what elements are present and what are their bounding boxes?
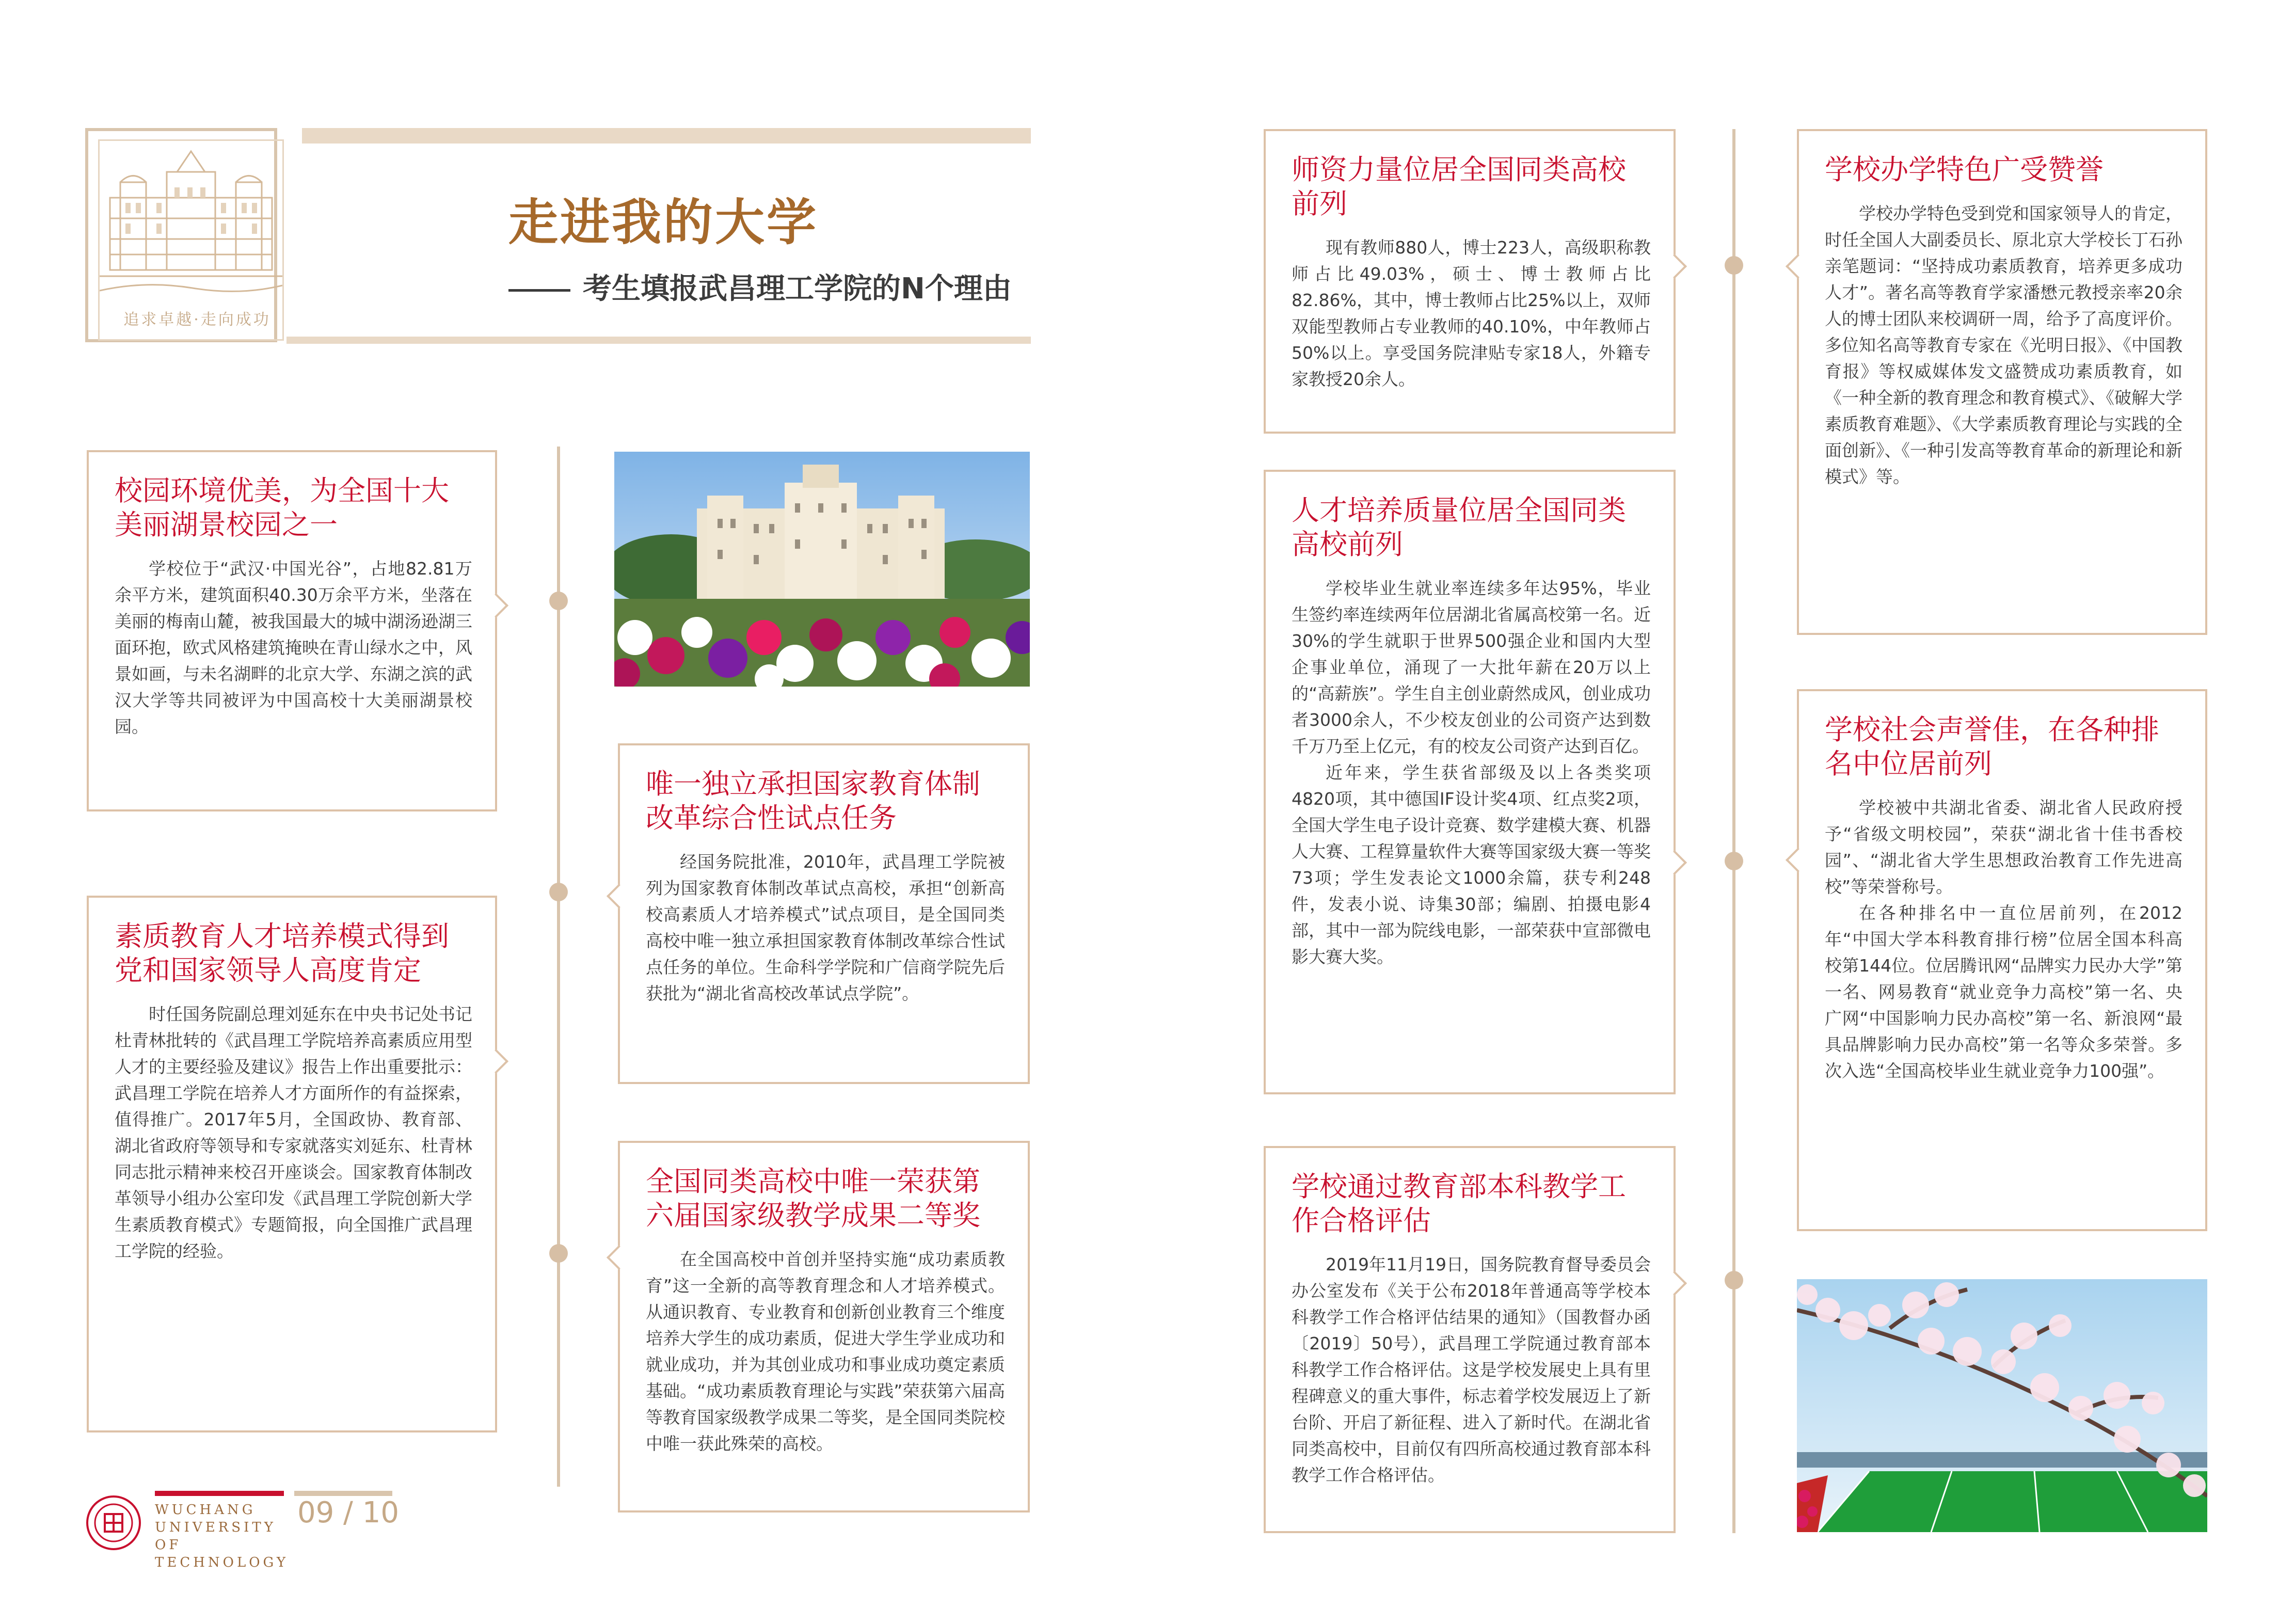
card-title: 学校办学特色广受赞誉	[1825, 153, 2104, 186]
card-title: 全国同类高校中唯一荣获第六届国家级教学成果二等奖	[646, 1165, 980, 1232]
card-title: 师资力量位居全国同类高校前列	[1292, 153, 1626, 220]
campus-building-photo	[614, 452, 1030, 687]
card-tail	[1662, 850, 1687, 875]
card-paragraph: 学校位于“武汉·中国光谷”，占地82.81万余平方米，建筑面积40.30万余平方米，坐落在美丽的梅南山麓，被我国最大的城中湖汤逊湖三面环抱，欧式风格建筑掩映在青山绿水之中，风景如画，与未名湖畔的北京大学、东湖之滨的武汉大学等共同被评为中国高校十大美丽湖景校园。	[115, 559, 472, 737]
card-title: 人才培养质量位居全国同类高校前列	[1292, 494, 1626, 561]
card-tail	[607, 1245, 631, 1270]
card-tail	[1662, 1271, 1687, 1296]
card-reform	[618, 743, 1030, 1084]
card-title: 学校社会声誉佳，在各种排名中位居前列	[1825, 713, 2159, 780]
card-tail	[1786, 848, 1810, 872]
card-faculty	[1264, 129, 1676, 434]
footer-bar	[155, 1491, 392, 1496]
cherry-blossom-field-photo	[1797, 1279, 2207, 1532]
subtitle-dash	[508, 289, 570, 292]
timeline-dot	[1725, 256, 1743, 275]
card-tail	[484, 1049, 508, 1074]
card-tail	[1786, 254, 1810, 279]
card-paragraph: 现有教师880人，博士223人，高级职称教师占比49.03%，硕士、博士教师占比82.86%，其中，博士教师占比25%以上，双师双能型教师占专业教师的40.10%，中年教师占50%以上。享受国务院津贴专家18人，外籍专家教授20余人。	[1292, 237, 1651, 389]
timeline-dot	[1725, 1271, 1743, 1289]
page-title: 走进我的大学	[508, 193, 818, 251]
card-paragraph: 经国务院批准，2010年，武昌理工学院被列为国家教育体制改革试点高校，承担“创新高校高素质人才培养模式”试点项目，是全国同类高校中唯一独立承担国家教育体制改革综合性试点任务的单位。生命科学学院和广信商学院先后获批为“湖北省高校改革试点学院”。	[646, 852, 1005, 1004]
page-subtitle-text: 考生填报武昌理工学院的N个理由	[583, 272, 1012, 306]
card-evaluation	[1264, 1146, 1676, 1533]
card-quality	[1264, 470, 1676, 1094]
timeline-dot	[549, 883, 568, 901]
card-talent-model	[87, 896, 497, 1432]
timeline-dot	[549, 1244, 568, 1263]
card-paragraph: 近年来，学生获省部级及以上各类奖项4820项，其中德国IF设计奖4项、红点奖2项，全国大学生电子设计竞赛、数学建模大赛、机器人大赛、工程算量软件大赛等国家级大赛一等奖73项；学生发表论文1000余篇，获专利248件，发表小说、诗集30部；编剧、拍摄电影4部，其中一部为院线电影，一部荣获中宣部微电影大赛大奖。	[1292, 762, 1651, 967]
card-paragraph: 学校被中共湖北省委、湖北省人民政府授予“省级文明校园”，荣获“湖北省十佳书香校园”、“湖北省大学生思想政治教育工作先进高校”等荣誉称号。	[1825, 798, 2183, 897]
card-reputation	[1797, 689, 2207, 1231]
card-title: 唯一独立承担国家教育体制改革综合性试点任务	[646, 768, 980, 834]
card-title: 校园环境优美，为全国十大美丽湖景校园之一	[115, 474, 449, 541]
timeline-line-mid	[1732, 129, 1735, 1533]
card-paragraph: 学校办学特色受到党和国家领导人的肯定，时任全国人大副委员长、原北京大学校长丁石孙亲笔题词：“坚持成功素质教育，培养更多成功人才”。著名高等教育学家潘懋元教授亲率20余人的博士团队来校调研一周，给予了高度评价。多位知名高等教育专家在《光明日报》、《中国教育报》等权威媒体发文盛赞成功素质教育，如《一种全新的教育理念和教育模式》、《破解大学素质教育难题》、《大学素质教育理论与实践的全面创新》、《一种引发高等教育革命的新理论和新模式》等。	[1825, 203, 2183, 487]
building-line-art	[100, 141, 282, 306]
timeline-dot	[1725, 852, 1743, 870]
card-tail	[484, 593, 508, 618]
school-motto: 追求卓越·走向成功	[123, 311, 271, 329]
school-seal-logo	[85, 1494, 142, 1551]
page-subtitle	[508, 266, 1012, 307]
card-title: 学校通过教育部本科教学工作合格评估	[1292, 1170, 1626, 1237]
card-title: 素质教育人才培养模式得到党和国家领导人高度肯定	[115, 920, 449, 986]
card-paragraph: 在各种排名中一直位居前列，在2012年“中国大学本科教育排行榜”位居全国本科高校第144位。位居腾讯网“品牌实力民办大学”第一名、网易教育“就业竞争力高校”第一名、央广网“中国影响力民办高校”第一名、新浪网“最具品牌影响力民办高校”第一名等众多荣誉。多次入选“全国高校毕业生就业竞争力100强”。	[1825, 903, 2183, 1081]
card-award	[618, 1141, 1030, 1512]
page-number: 09 / 10	[297, 1496, 399, 1530]
card-tail	[1662, 254, 1687, 279]
school-name-en: WUCHANG UNIVERSITY OF TECHNOLOGY	[155, 1502, 289, 1570]
header-bottom-bar	[286, 337, 1031, 344]
card-paragraph: 2019年11月19日，国务院教育督导委员会办公室发布《关于公布2018年普通高等学校本科教学工作合格评估结果的通知》（国教督办函〔2019〕50号），武昌理工学院通过教育部本科教学工作合格评估。这是学校发展史上具有里程碑意义的重大事件，标志着学校发展迈上了新台阶、开启了新征程、进入了新时代。在湖北省同类高校中，目前仅有四所高校通过教育部本科教学工作合格评估。	[1292, 1254, 1651, 1485]
header-top-bar	[302, 128, 1031, 144]
card-paragraph: 时任国务院副总理刘延东在中央书记处书记杜青林批转的《武昌理工学院培养高素质应用型人才的主要经验及建议》报告上作出重要批示：武昌理工学院在培养人才方面所作的有益探索，值得推广。2017年5月，全国政协、教育部、湖北省政府等领导和专家就落实刘延东、杜青林同志批示精神来校召开座谈会。国家教育体制改革领导小组办公室印发《武昌理工学院创新大学生素质教育模式》专题简报，向全国推广武昌理工学院的经验。	[115, 1004, 472, 1261]
card-paragraph: 学校毕业生就业率连续多年达95%，毕业生签约率连续两年位居湖北省属高校第一名。近30%的学生就职于世界500强企业和国内大型企事业单位，涌现了一大批年薪在20万以上的“高薪族”。学生自主创业蔚然成风，创业成功者3000余人，不少校友创业的公司资产达到数千万乃至上亿元，有的校友公司资产达到百亿。	[1292, 578, 1651, 756]
card-features	[1797, 129, 2207, 635]
timeline-dot	[549, 592, 568, 610]
card-tail	[607, 884, 631, 909]
card-paragraph: 在全国高校中首创并坚持实施“成功素质教育”这一全新的高等教育理念和人才培养模式。从通识教育、专业教育和创新创业教育三个维度培养大学生的成功素质，促进大学生学业成功和就业成功，并为其创业成功和事业成功奠定素质基础。“成功素质教育理论与实践”荣获第六届高等教育国家级教学成果二等奖，是全国同类院校中唯一获此殊荣的高校。	[646, 1249, 1005, 1454]
card-campus	[87, 450, 497, 811]
